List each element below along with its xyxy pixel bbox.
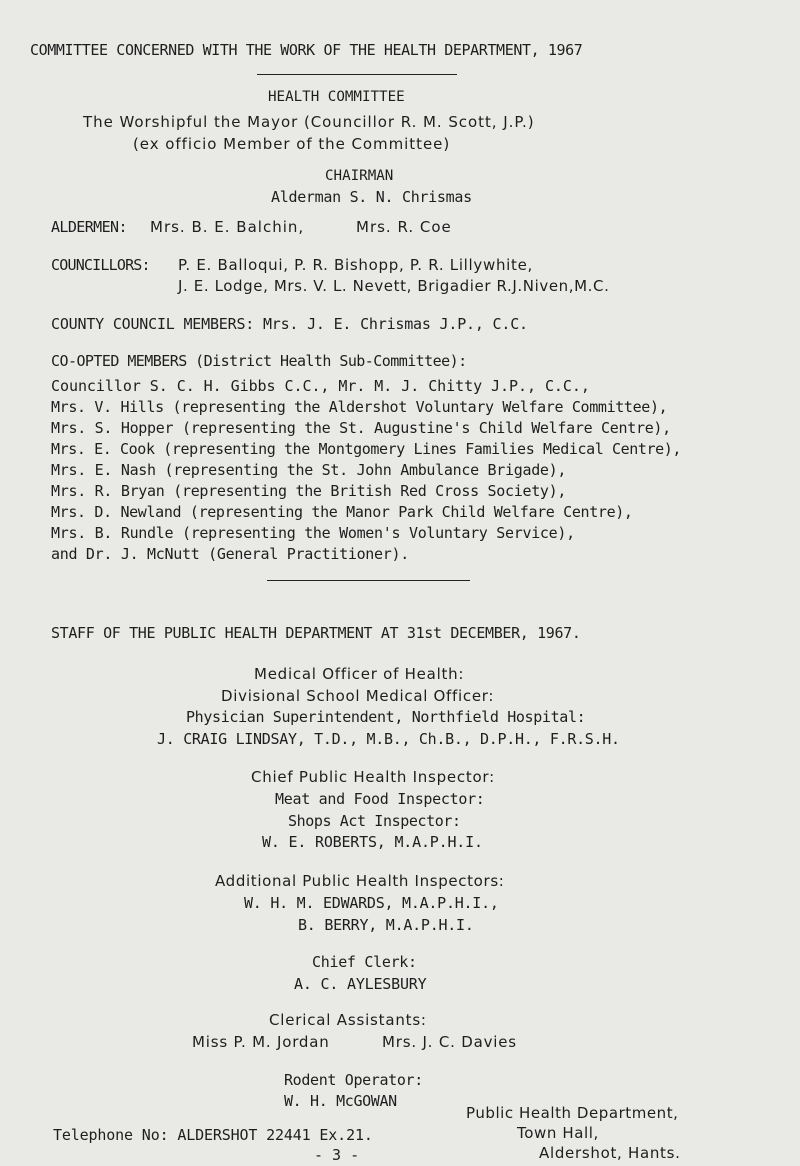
moh-name: J. CRAIG LINDSAY, T.D., M.B., Ch.B., D.P.H., F.R.S.H. [157,730,620,748]
county-council-members: COUNTY COUNCIL MEMBERS: Mrs. J. E. Chrismas J.P., C.C. [51,315,528,333]
coopted-member: Mrs. R. Bryan (representing the British Red Cross Society), [51,482,567,500]
aphi-name: B. BERRY, M.A.P.H.I. [298,916,474,934]
chief-clerk-name: A. C. AYLESBURY [294,975,427,993]
moh-title: Medical Officer of Health: [254,665,465,683]
councillors-line: P. E. Balloqui, P. R. Bishopp, P. R. Lillywhite, [178,256,534,274]
councillors-line: J. E. Lodge, Mrs. V. L. Nevett, Brigadier R.J.Niven,M.C. [178,277,610,295]
coopted-member: Mrs. S. Hopper (representing the St. Augustine's Child Welfare Centre), [51,419,671,437]
coopted-member: Mrs. E. Cook (representing the Montgomery Lines Families Medical Centre), [51,440,682,458]
clerical-assistant: Mrs. J. C. Davies [382,1033,517,1051]
moh-title: Physician Superintendent, Northfield Hospital: [186,708,586,726]
address-line: Public Health Department, [466,1104,679,1122]
coopted-member: Mrs. D. Newland (representing the Manor Park Child Welfare Centre), [51,503,633,521]
cphi-title: Chief Public Health Inspector: [251,768,495,786]
aldermen-member: Mrs. R. Coe [356,218,452,236]
ex-officio-line: (ex officio Member of the Committee) [133,135,451,153]
page-number: - 3 - [314,1146,360,1164]
health-committee-heading: HEALTH COMMITTEE [268,89,405,105]
chairman-name: Alderman S. N. Chrismas [271,188,472,206]
document-title: COMMITTEE CONCERNED WITH THE WORK OF THE HEALTH DEPARTMENT, 1967 [30,41,583,59]
chief-clerk-heading: Chief Clerk: [312,953,417,971]
staff-heading: STAFF OF THE PUBLIC HEALTH DEPARTMENT AT 31st DECEMBER, 1967. [51,624,581,642]
aphi-name: W. H. M. EDWARDS, M.A.P.H.I., [244,894,499,912]
address-line: Aldershot, Hants. [539,1144,681,1162]
moh-title: Divisional School Medical Officer: [221,687,495,705]
section-rule [267,580,470,581]
rodent-name: W. H. McGOWAN [284,1092,397,1110]
coopted-member: Mrs. E. Nash (representing the St. John Ambulance Brigade), [51,461,567,479]
telephone-line: Telephone No: ALDERSHOT 22441 Ex.21. [53,1126,373,1144]
title-rule [257,74,457,75]
coopted-member: and Dr. J. McNutt (General Practitioner). [51,545,409,563]
cphi-name: W. E. ROBERTS, M.A.P.H.I. [262,833,483,851]
cphi-title: Meat and Food Inspector: [275,790,485,808]
clerical-heading: Clerical Assistants: [269,1011,427,1029]
cphi-title: Shops Act Inspector: [288,812,461,830]
address-line: Town Hall, [517,1124,599,1142]
clerical-assistant: Miss P. M. Jordan [192,1033,330,1051]
councillors-label: COUNCILLORS: [51,256,150,274]
coopted-member: Councillor S. C. H. Gibbs C.C., Mr. M. J. Chitty J.P., C.C., [51,377,590,395]
rodent-heading: Rodent Operator: [284,1071,423,1089]
chairman-heading: CHAIRMAN [325,168,394,184]
coopted-heading: CO-OPTED MEMBERS (District Health Sub-Committee): [51,352,467,370]
mayor-line: The Worshipful the Mayor (Councillor R. M. Scott, J.P.) [83,113,535,131]
aldermen-label: ALDERMEN: [51,218,127,236]
aphi-heading: Additional Public Health Inspectors: [215,872,505,890]
coopted-member: Mrs. B. Rundle (representing the Women's Voluntary Service), [51,524,575,542]
aldermen-member: Mrs. B. E. Balchin, [150,218,305,236]
coopted-member: Mrs. V. Hills (representing the Aldershot Voluntary Welfare Committee), [51,398,668,416]
